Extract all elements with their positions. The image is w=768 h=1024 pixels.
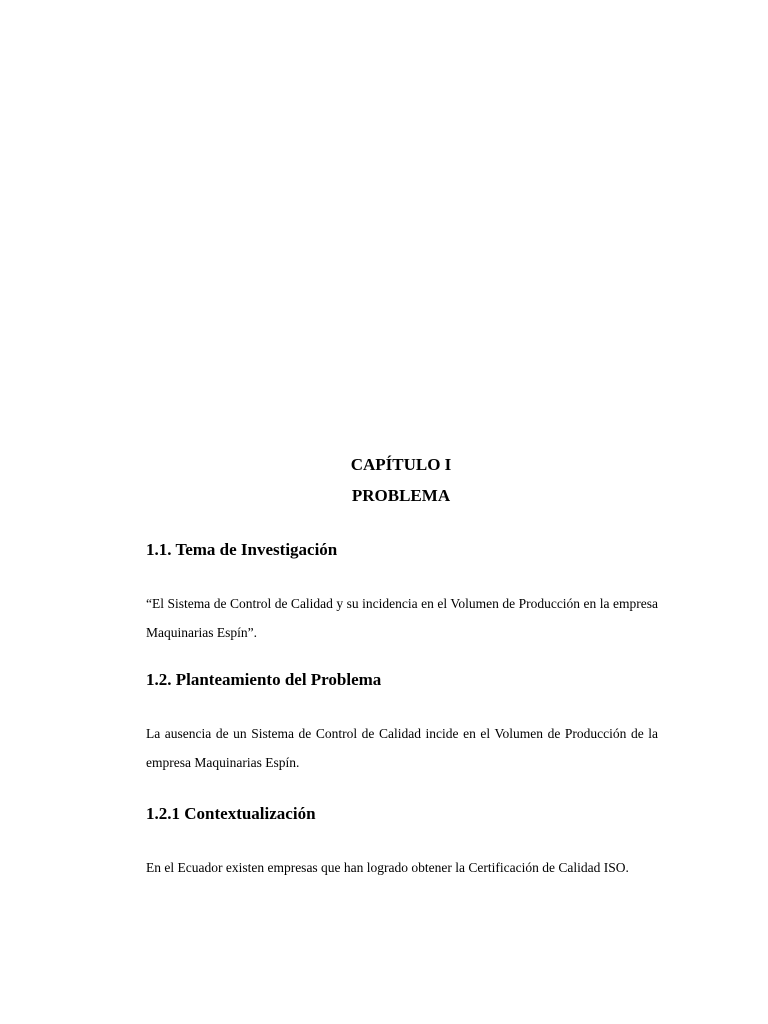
section-heading-contextualizacion: 1.2.1 Contextualización (146, 804, 316, 823)
section-heading-planteamiento: 1.2. Planteamiento del Problema (146, 670, 382, 689)
section-paragraph-tema: “El Sistema de Control de Calidad y su incidencia en el Volumen de Producción en la empresa Maquinarias Espín”. (146, 596, 658, 640)
chapter-number: CAPÍTULO I (350, 455, 452, 474)
section-paragraph-planteamiento: La ausencia de un Sistema de Control de Calidad incide en el Volumen de Producción de la empresa Maquinarias Espín. (146, 726, 658, 770)
section-paragraph-contextualizacion: En el Ecuador existen empresas que han logrado obtener la Certificación de Calidad ISO. (146, 860, 629, 875)
chapter-title: PROBLEMA (351, 486, 451, 505)
section-heading-tema: 1.1. Tema de Investigación (146, 540, 338, 559)
